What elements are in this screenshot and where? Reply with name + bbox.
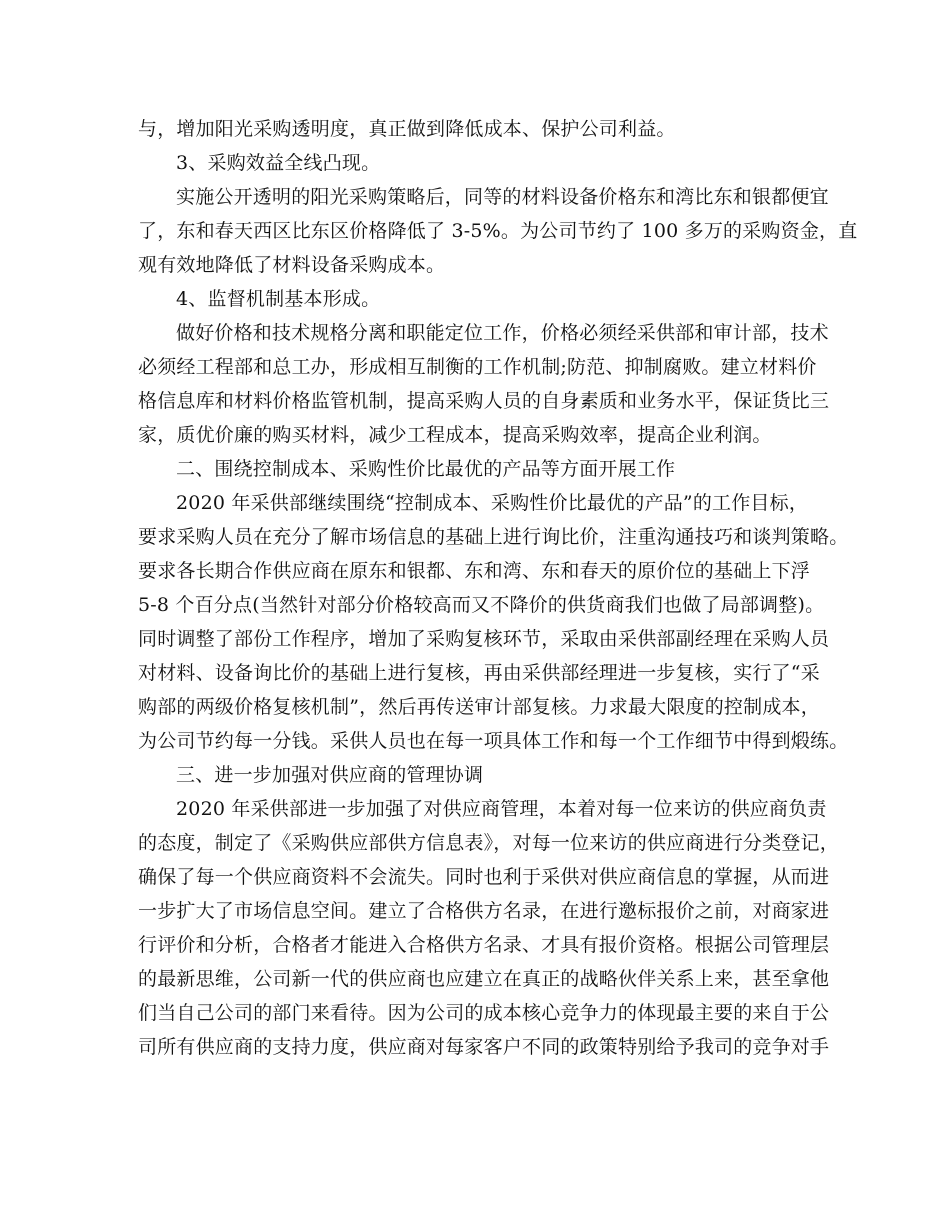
text-line: 实施公开透明的阳光采购策略后，同等的材料设备价格东和湾比东和银都便宜 (176, 186, 829, 208)
text-line: 行评价和分析，合格者才能进入合格供方名录、才具有报价资格。根据公司管理层 (138, 934, 830, 956)
section-heading: 4、监督机制基本形成。 (176, 288, 381, 310)
text-line: 确保了每一个供应商资料不会流失。同时也利于采供对供应商信息的掌握，从而进 (138, 866, 830, 888)
text-line: 5-8 个百分点(当然针对部分价格较高而又不降价的供货商我们也做了局部调整)。 (138, 594, 825, 616)
text-line: 要求采购人员在充分了解市场信息的基础上进行询比价，注重沟通技巧和谈判策略。 (138, 526, 849, 548)
text-line: 了，东和春天西区比东区价格降低了 3-5%。为公司节约了 100 多万的采购资金，直 (138, 220, 858, 242)
text-line: 格信息库和材料价格监管机制，提高采购人员的自身素质和业务水平，保证货比三 (138, 390, 830, 412)
text-line: 对材料、设备询比价的基础上进行复核，再由采供部经理进一步复核，实行了“采 (138, 662, 820, 684)
text-line: 观有效地降低了材料设备采购成本。 (138, 254, 446, 276)
section-heading: 3、采购效益全线凸现。 (176, 152, 381, 174)
text-line: 2020 年采供部继续围绕“控制成本、采购性价比最优的产品”的工作目标， (176, 492, 809, 514)
text-line: 2020 年采供部进一步加强了对供应商管理，本着对每一位来访的供应商负责 (176, 798, 827, 820)
text-line: 家，质优价廉的购买材料，减少工程成本，提高采购效率，提高企业利润。 (138, 424, 772, 446)
text-line: 要求各长期合作供应商在原东和银都、东和湾、东和春天的原价位的基础上下浮 (138, 560, 811, 582)
section-heading: 三、进一步加强对供应商的管理协调 (176, 764, 484, 786)
text-line: 的最新思维，公司新一代的供应商也应建立在真正的战略伙伴关系上来，甚至拿他 (138, 968, 830, 990)
text-line: 司所有供应商的支持力度，供应商对每家客户不同的政策特别给予我司的竞争对手 (138, 1036, 830, 1058)
text-line: 们当自己公司的部门来看待。因为公司的成本核心竞争力的体现最主要的来自于公 (138, 1002, 830, 1024)
text-line: 做好价格和技术规格分离和职能定位工作，价格必须经采供部和审计部，技术 (176, 322, 829, 344)
text-line: 购部的两级价格复核机制”，然后再传送审计部复核。力求最大限度的控制成本， (138, 696, 820, 718)
section-heading: 二、围绕控制成本、采购性价比最优的产品等方面开展工作 (176, 458, 676, 480)
text-line: 同时调整了部份工作程序，增加了采购复核环节，采取由采供部副经理在采购人员 (138, 628, 830, 650)
text-line: 为公司节约每一分钱。采供人员也在每一项具体工作和每一个工作细节中得到煅练。 (138, 730, 849, 752)
text-line: 与，增加阳光采购透明度，真正做到降低成本、保护公司利益。 (138, 118, 676, 140)
text-line: 必须经工程部和总工办，形成相互制衡的工作机制;防范、抑制腐败。建立材料价 (138, 356, 817, 378)
text-line: 的态度，制定了《采购供应部供方信息表》，对每一位来访的供应商进行分类登记， (138, 832, 839, 854)
text-line: 一步扩大了市场信息空间。建立了合格供方名录，在进行邀标报价之前，对商家进 (138, 900, 830, 922)
